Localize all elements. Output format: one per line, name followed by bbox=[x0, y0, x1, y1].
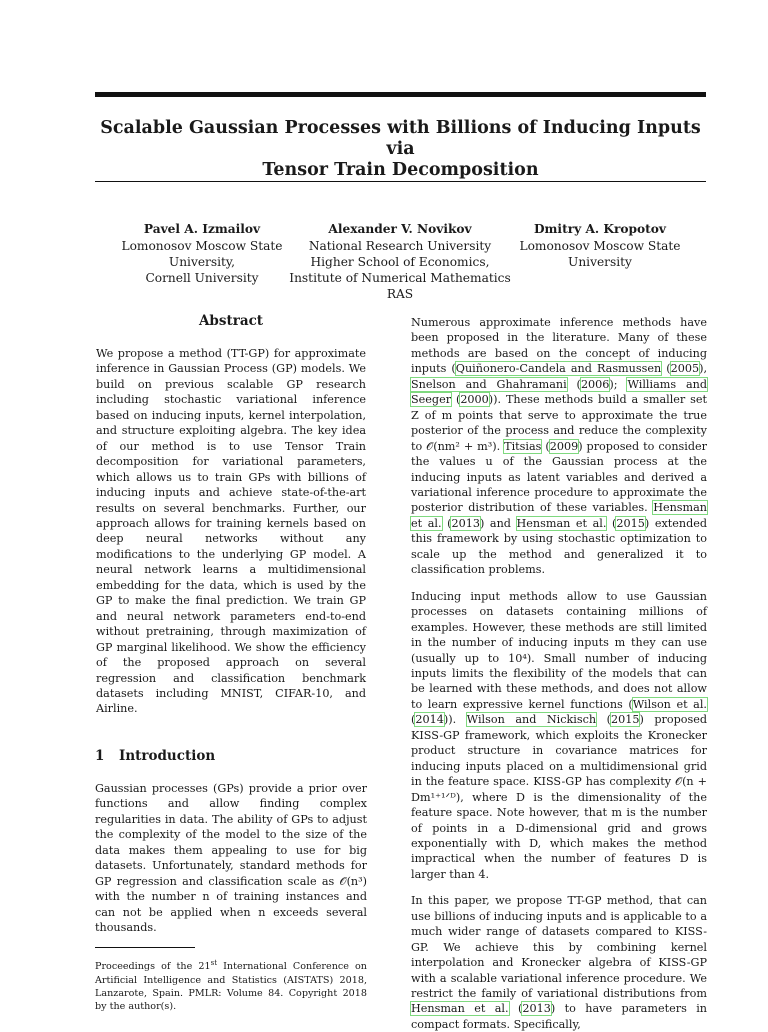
citation-year-link[interactable]: 2013 bbox=[522, 1002, 551, 1016]
citation-year-link[interactable]: 2015 bbox=[616, 516, 645, 530]
title-rule-top bbox=[95, 92, 706, 97]
citation-link[interactable]: Williams and Seeger bbox=[411, 377, 708, 407]
left-column bbox=[95, 312, 367, 1014]
author-affiliation: Higher School of Economics, bbox=[310, 255, 490, 269]
abstract-text: We propose a method (TT-GP) for approximate inference in Gaussian Process (GP) models. We build on previous scalable GP research including stochastic variational inference based on inducing inputs, kernel interpolation, and structure exploiting algebra. The key idea of our method is to use Tensor Train decomposition for variational parameters, which allows us to train GPs with billions of inducing inputs and achieve state-of-the-art results on several benchmarks. Further, our approach allows for training kernels based on deep neural networks without any modifications to the underlying GP model. A neural network learns a multidimensional embedding for the data, which is used by the GP to make the final prediction. We train GP and neural network parameters end-to-end without pretraining, through maximization of GP marginal likelihood. We show the efficiency of the proposed approach on several regression and classification benchmark datasets including MNIST, CIFAR-10, and Airline. bbox=[96, 347, 366, 716]
citation-link[interactable]: Hensman et al. bbox=[411, 501, 707, 530]
section-title: Introduction bbox=[119, 747, 216, 764]
intro-paragraph-2: Numerous approximate inference methods have been proposed in the literature. Many of these methods are based on the concept of inducing inputs (Quiñonero-Candela and Rasmussen (2005), Snelson and Ghahramani (2006); Williams and Seeger (2000)). These methods build a smaller set Z of m points that serve to approximate the true posterior of the process and reduce the complexity to 𝒪(nm² + m³). Titsias (2009) proposed to consider the values u of the Gaussian process at the inducing inputs as latent variables and derived a variational inference procedure to approximate the posterior distribution of these variables. Hensman et al. (2013) and Hensman et al. (2015) extended this framework by using stochastic optimization to scale up the method and generalized it to classification problems. bbox=[411, 316, 708, 577]
author-name: Dmitry A. Kropotov bbox=[533, 222, 667, 236]
citation-link[interactable]: Wilson and Nickisch bbox=[466, 713, 597, 727]
footnote-rule bbox=[95, 947, 195, 948]
citation-link[interactable]: Hensman et al. bbox=[411, 1002, 509, 1016]
author-affiliation: National Research University bbox=[308, 239, 492, 253]
citation-year-link[interactable]: 2005 bbox=[670, 362, 700, 376]
author-name: Alexander V. Novikov bbox=[328, 222, 472, 236]
section-heading-introduction bbox=[95, 747, 367, 765]
citation-year-link[interactable]: 2009 bbox=[549, 439, 579, 453]
intro-paragraph-1: Gaussian processes (GPs) provide a prior over functions and allow finding complex regularities in data. The ability of GPs to adjust the complexity of the model to the size of the data makes them appealing to use for big datasets. Unfortunately, standard methods for GP regression and classification scale as 𝒪(n³) with the number n of training instances and can not be applied when n exceeds several thousands. bbox=[95, 781, 367, 934]
citation-year-link[interactable]: 2000 bbox=[460, 393, 489, 407]
title-line-2: Tensor Train Decomposition bbox=[262, 160, 539, 180]
author-1 bbox=[117, 221, 287, 286]
citation-link[interactable]: Titsias bbox=[504, 439, 542, 453]
citation-link[interactable]: Hensman et al. bbox=[516, 516, 607, 530]
intro-paragraph-4: In this paper, we propose TT-GP method, that can use billions of inducing inputs and is applicable to a much wider range of datasets compared to KISS-GP. We achieve this by combining kernel interpolation and Kronecker algebra of KISS-GP with a scalable variational inference procedure. We restrict the family of variational distributions from Hensman et al. (2013) to have parameters in compact formats. Specifically, bbox=[411, 894, 708, 1031]
author-affiliation: Lomonosov Moscow State bbox=[121, 239, 283, 253]
footnote: Proceedings of the 21st International Conference on Artificial Intelligence and Statistics (AISTATS) 2018, Lanzarote, Spain. PMLR: Volume 84. Copyright 2018 by the author(s). bbox=[95, 959, 367, 1013]
author-name: Pavel A. Izmailov bbox=[143, 222, 261, 236]
citation-year-link[interactable]: 2014 bbox=[415, 713, 444, 727]
right-column bbox=[411, 315, 707, 1032]
author-affiliation: Lomonosov Moscow State bbox=[519, 239, 681, 253]
paper-title bbox=[95, 118, 706, 181]
author-2 bbox=[283, 221, 517, 302]
citation-year-link[interactable]: 2013 bbox=[451, 516, 480, 530]
citation-link[interactable]: Snelson and Ghahramani bbox=[411, 377, 567, 391]
title-line-1: Scalable Gaussian Processes with Billions of Inducing Inputs via bbox=[100, 118, 701, 159]
citation-year-link[interactable]: 2006 bbox=[580, 377, 610, 391]
intro-paragraph-3: Inducing input methods allow to use Gaussian processes on datasets containing millions of examples. However, these methods are still limited in the number of inducing inputs m they can use (usually up to 10⁴). Small number of inducing inputs limits the flexibility of the models that can be learned with these methods, and does not allow to learn expressive kernel functions (Wilson et al. (2014)). Wilson and Nickisch (2015) proposed KISS-GP framework, which exploits the Kronecker product structure in covariance matrices for inducing inputs placed on a multidimensional grid in the feature space. KISS-GP has complexity 𝒪(n + Dm¹⁺¹ᐟᴰ), where D is the dimensionality of the feature space. Note however, that m is the number of points in a D-dimensional grid and grows exponentially with D, which makes the method impractical when the number of features D is larger than 4. bbox=[411, 589, 708, 881]
author-affiliation: University, bbox=[168, 255, 236, 269]
author-3 bbox=[515, 221, 685, 270]
author-affiliation: University bbox=[568, 255, 632, 269]
citation-link[interactable]: Quiñonero-Candela and Rasmussen bbox=[455, 362, 662, 376]
abstract-heading: Abstract bbox=[198, 313, 264, 329]
author-affiliation: Cornell University bbox=[145, 271, 259, 285]
title-rule-bottom bbox=[95, 181, 706, 182]
citation-year-link[interactable]: 2015 bbox=[610, 713, 640, 727]
citation-link[interactable]: Wilson et al. bbox=[632, 697, 707, 711]
section-number: 1 bbox=[95, 747, 105, 764]
author-affiliation: Institute of Numerical Mathematics RAS bbox=[289, 271, 511, 301]
